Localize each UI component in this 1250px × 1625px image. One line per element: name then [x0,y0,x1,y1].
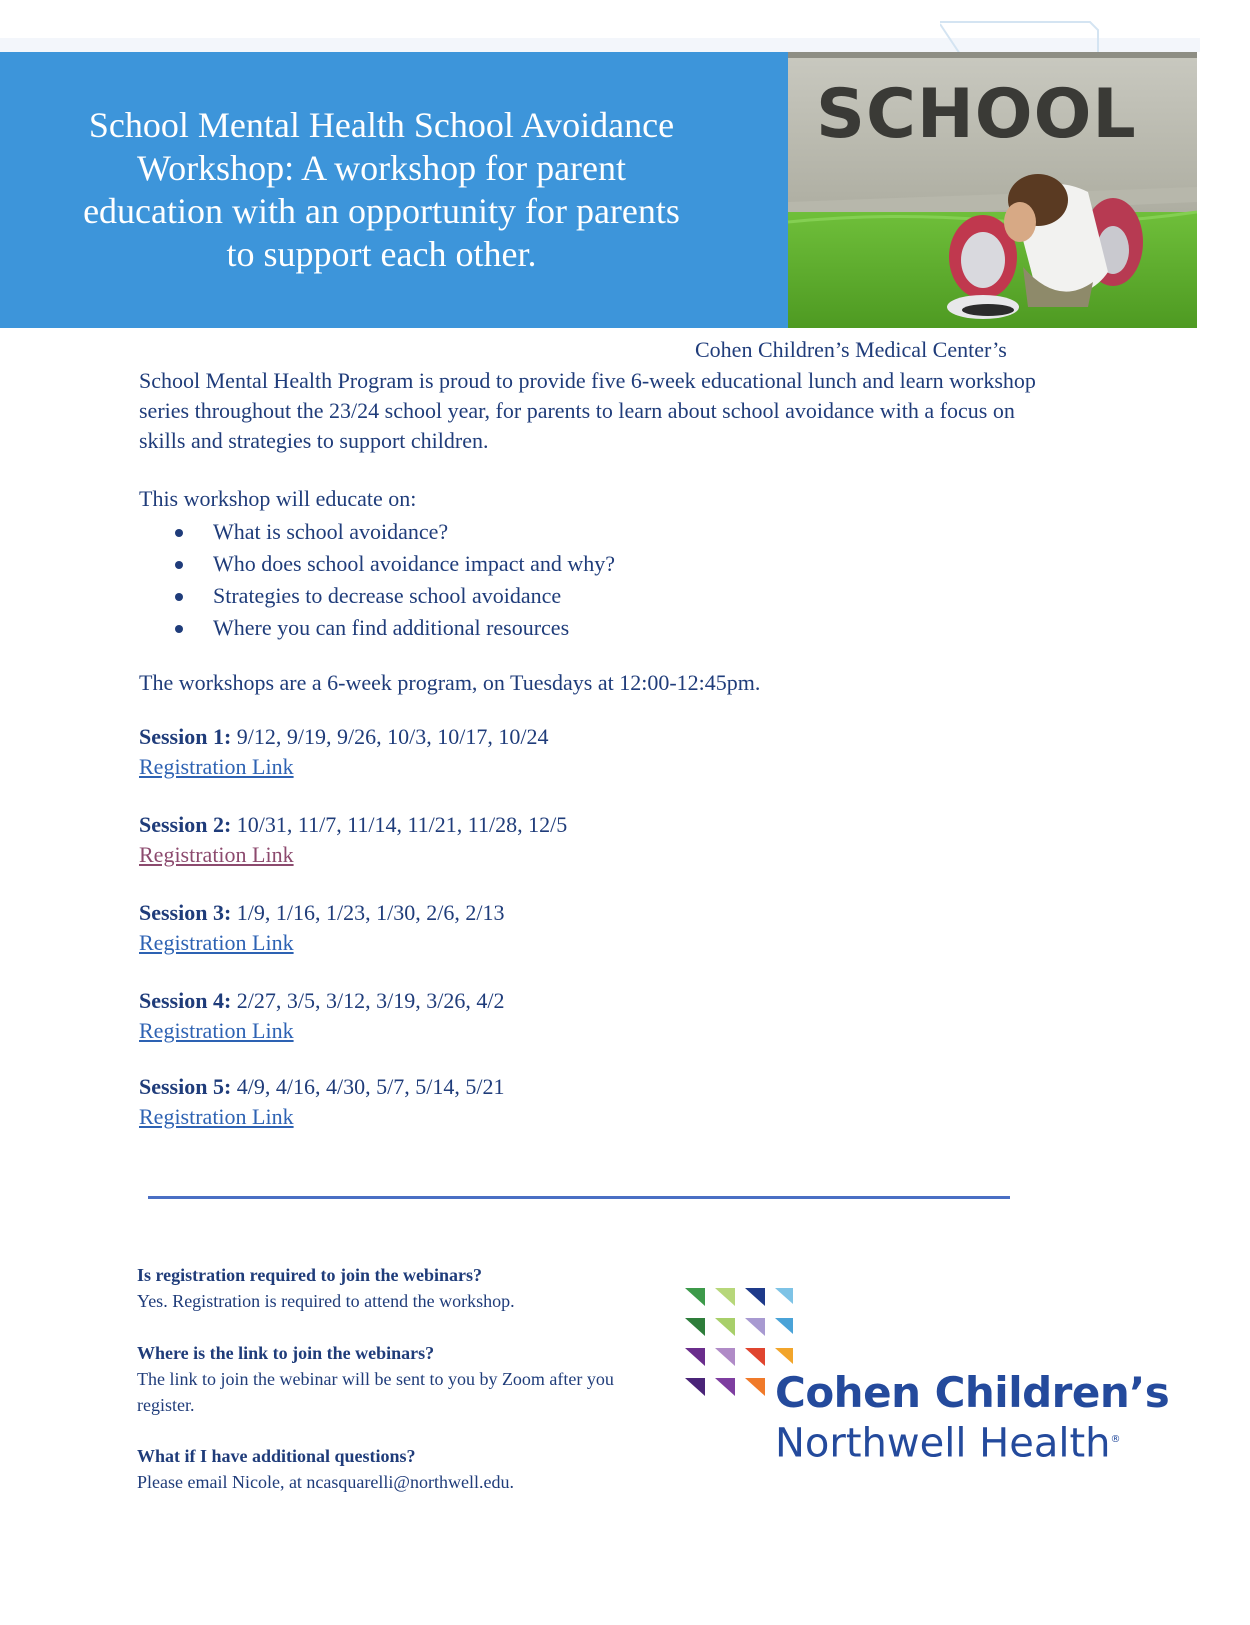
topic-item [173,548,615,580]
topic-list [173,516,615,644]
session-1 [139,722,548,782]
registration-link-session-5[interactable]: Registration Link [139,1104,294,1129]
faq-item [137,1340,617,1418]
logo-subtitle-text: Northwell Health [775,1420,1111,1467]
session-label: Session 5: [139,1074,232,1099]
topic-text: Who does school avoidance impact and why? [213,551,615,576]
schedule-text: The workshops are a 6-week program, on Tuesdays at 12:00-12:45pm. [139,670,761,695]
registration-link-session-3[interactable]: Registration Link [139,930,294,955]
session-dates: 1/9, 1/16, 1/23, 1/30, 2/6, 2/13 [231,900,505,925]
registration-link-session-4[interactable]: Registration Link [139,1018,294,1043]
session-3 [139,898,504,958]
boy-on-grass-illustration [788,52,1197,328]
bullet-icon [175,561,183,569]
topic-text: Where you can find additional resources [213,615,570,640]
educate-heading: This workshop will educate on: [139,486,417,511]
session-label: Session 4: [139,988,232,1013]
bullet-icon [175,529,183,537]
cohen-childrens-logo [685,1288,1185,1468]
session-dates: 4/9, 4/16, 4/30, 5/7, 5/14, 5/21 [231,1074,505,1099]
topic-item [173,612,615,644]
session-5 [139,1072,504,1132]
school-sign: SCHOOL [816,75,1137,154]
topic-text: What is school avoidance? [213,519,449,544]
logo-subtitle [775,1418,1121,1465]
school-photo [788,52,1197,328]
faq-question: Where is the link to join the webinars? [137,1343,435,1363]
intro-paragraph: School Mental Health Program is proud to provide five 6-week educational lunch and learn workshop series throughout the 23/24 school year, for parents to learn about school avoidance with a focus on skills and strategies to support children. [139,368,1036,453]
session-dates: 2/27, 3/5, 3/12, 3/19, 3/26, 4/2 [231,988,505,1013]
session-label: Session 3: [139,900,232,925]
bullet-icon [175,625,183,633]
faq-answer: The link to join the webinar will be sent to you by Zoom after you register. [137,1369,614,1415]
faq-answer: Please email Nicole, at ncasquarelli@northwell.edu. [137,1472,514,1492]
title-banner [0,52,788,328]
session-2 [139,810,567,870]
faq-item [137,1443,617,1495]
topic-item [173,516,615,548]
topic-item [173,580,615,612]
faq-item [137,1262,617,1314]
bullet-icon [175,593,183,601]
session-dates: 9/12, 9/19, 9/26, 10/3, 10/17, 10/24 [231,724,549,749]
faq-question: What if I have additional questions? [137,1446,416,1466]
session-label: Session 2: [139,812,232,837]
faq-question: Is registration required to join the webinars? [137,1265,482,1285]
intro-lead: Cohen Children’s Medical Center’s [695,337,1007,362]
registered-mark: ® [1110,1434,1121,1445]
registration-link-session-1[interactable]: Registration Link [139,754,294,779]
topic-text: Strategies to decrease school avoidance [213,583,562,608]
section-divider [148,1196,1010,1199]
session-label: Session 1: [139,724,232,749]
registration-link-session-2[interactable]: Registration Link [139,842,294,867]
page-title: School Mental Health School Avoidance Workshop: A workshop for parent education with an opportunity for parents to support each other. [83,105,680,274]
session-dates: 10/31, 11/7, 11/14, 11/21, 11/28, 12/5 [231,812,568,837]
logo-name: Cohen Children’s [775,1368,1170,1417]
session-4 [139,986,504,1046]
faq-answer: Yes. Registration is required to attend the workshop. [137,1291,515,1311]
